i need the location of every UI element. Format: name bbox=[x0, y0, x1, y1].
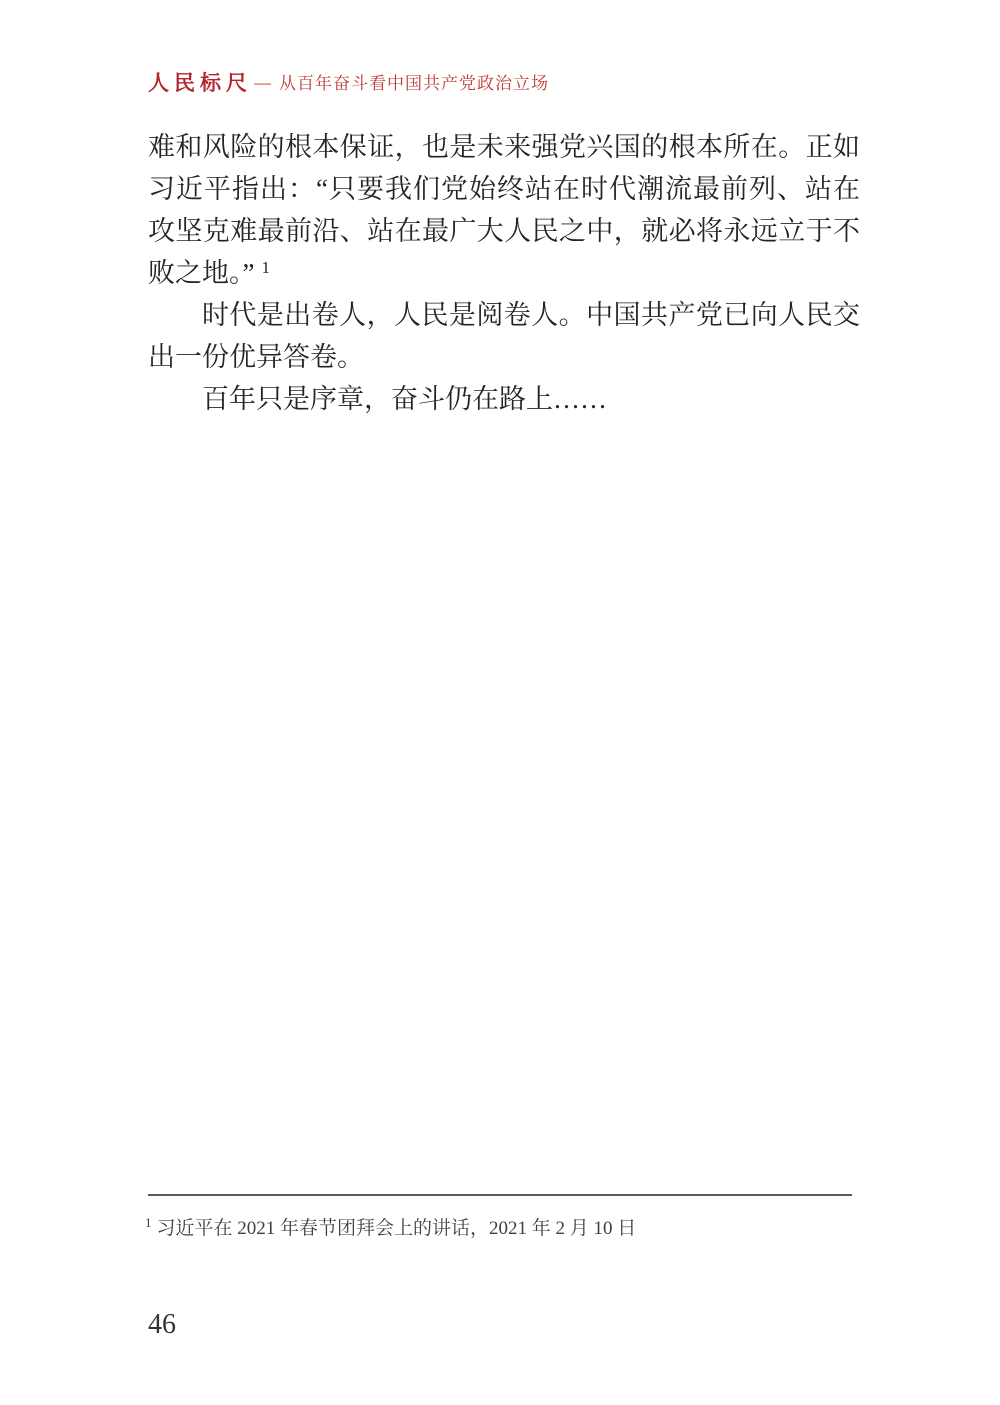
header-separator: — bbox=[254, 73, 271, 92]
running-header bbox=[148, 70, 549, 99]
footnote-reference-1: 1 bbox=[261, 258, 270, 277]
header-subtitle: 从百年奋斗看中国共产党政治立场 bbox=[279, 74, 549, 93]
book-title: 人民标尺 bbox=[148, 71, 252, 95]
footnote-divider bbox=[148, 1194, 852, 1196]
paragraph-3: 百年只是序章，奋斗仍在路上…… bbox=[202, 384, 607, 414]
footnote bbox=[145, 1214, 860, 1244]
footnote-marker: 1 bbox=[145, 1215, 152, 1230]
page-number: 46 bbox=[148, 1309, 176, 1340]
body-text-block bbox=[148, 126, 860, 420]
paragraph-2: 时代是出卷人，人民是阅卷人。中国共产党已向人民交出一份优异答卷。 bbox=[148, 300, 860, 372]
paragraph-1-text: 难和风险的根本保证，也是未来强党兴国的根本所在。正如习近平指出：“只要我们党始终站在时代潮流最前列、站在攻坚克难最前沿、站在最广大人民之中，就必将永远立于不败之地。” bbox=[148, 132, 860, 288]
paragraph-1 bbox=[148, 126, 860, 294]
footnote-text: 习近平在 2021 年春节团拜会上的讲话，2021 年 2 月 10 日 bbox=[156, 1218, 637, 1239]
